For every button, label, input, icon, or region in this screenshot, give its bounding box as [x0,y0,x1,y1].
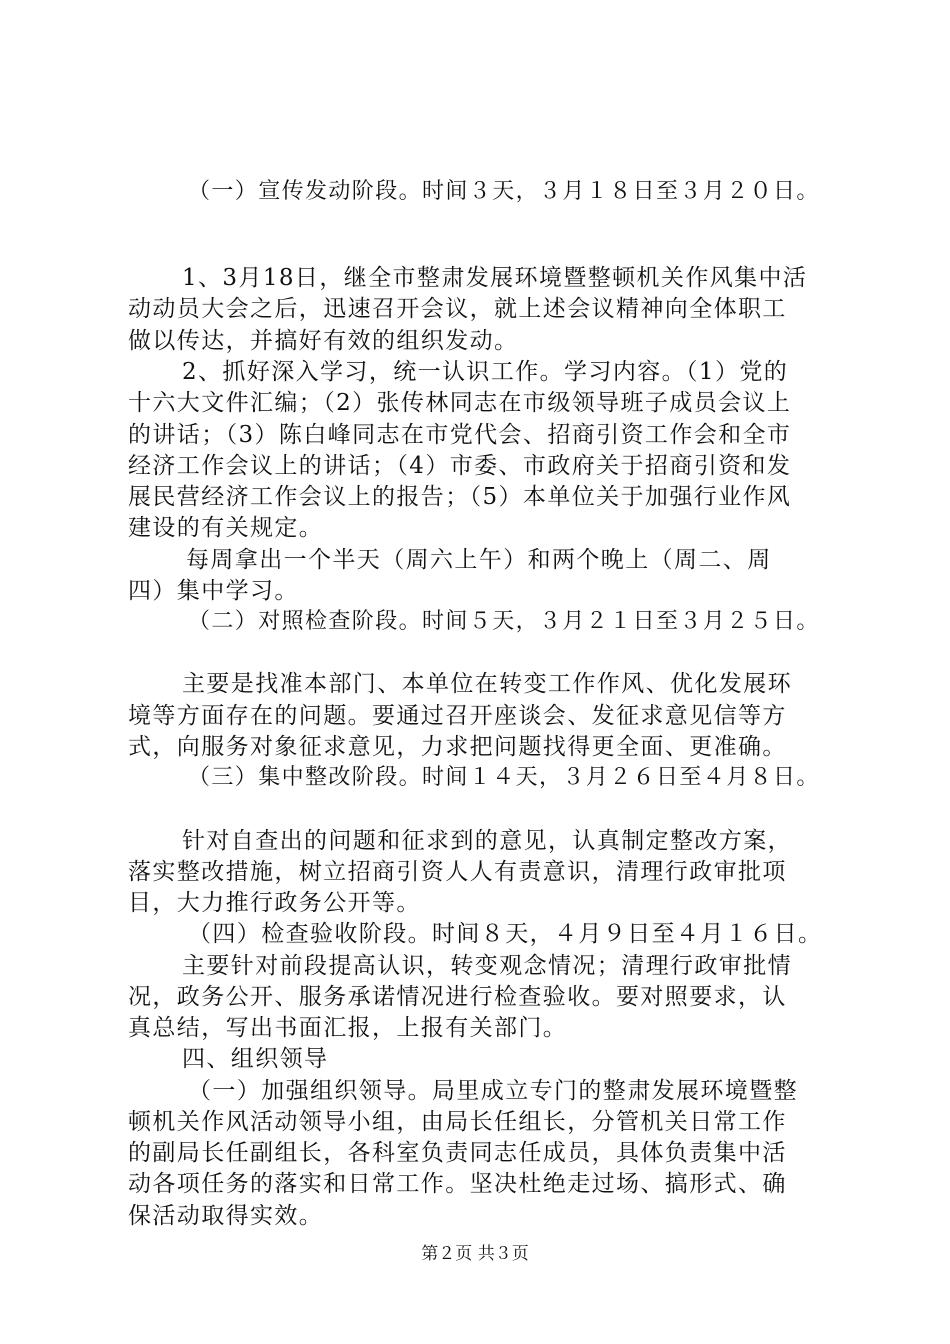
section-heading-leadership: 四、组织领导 [182,1046,329,1072]
paragraph-line: 主要针对前段提高认识，转变观念情况；清理行政审批情 [182,953,792,979]
paragraph-line: 顿机关作风活动领导小组，由局长任组长，分管机关日常工作 [128,1109,787,1135]
paragraph-line: 每周拿出一个半天（周六上午）和两个晚上（周二、周 [186,547,772,573]
section-heading-rectification: （三）集中整改阶段。时间１４天，３月２６日至４月８日。 [188,765,820,790]
section-heading-publicity: （一）宣传发动阶段。时间３天，３月１８日至３月２０日。 [188,179,820,204]
section-heading-acceptance: （四）检查验收阶段。时间８天，４月９日至４月１６日。 [188,921,823,947]
paragraph-line: 目，大力推行政务公开等。 [128,890,421,916]
paragraph-line: 四）集中学习。 [128,578,299,604]
paragraph-line: 动各项任务的落实和日常工作。坚决杜绝走过场、搞形式、确 [128,1171,787,1197]
paragraph-line: 1、3月18日，继全市整肃发展环境暨整顿机关作风集中活 [182,265,808,291]
paragraph-line: 况，政务公开、服务承诺情况进行检查验收。要对照要求，认 [128,984,787,1010]
paragraph-line: 经济工作会议上的讲话；（4）市委、市政府关于招商引资和发 [128,453,792,479]
paragraph-line: 式，向服务对象征求意见，力求把问题找得更全面、更准确。 [128,734,787,760]
paragraph-line: 的副局长任副组长，各科室负责同志任成员，具体负责集中活 [128,1140,787,1166]
paragraph-line: 2、抓好深入学习，统一认识工作。学习内容。（1）党的 [182,359,789,385]
paragraph-line: 建设的有关规定。 [128,515,324,541]
page-number-footer: 第２页 共３页 [421,1244,529,1264]
paragraph-line: 境等方面存在的问题。要通过召开座谈会、发征求意见信等方 [128,703,787,729]
paragraph-line: （一）加强组织领导。局里成立专门的整肃发展环境暨整 [188,1078,798,1104]
paragraph-line: 展民营经济工作会议上的报告；（5）本单位关于加强行业作风 [128,484,792,510]
paragraph-line: 十六大文件汇编；（2）张传林同志在市级领导班子成员会议上 [128,390,792,416]
paragraph-line: 针对自查出的问题和征求到的意见，认真制定整改方案， [182,828,792,854]
paragraph-line: 动动员大会之后，迅速召开会议，就上述会议精神向全体职工 [128,296,787,322]
paragraph-line: 的讲话；（3）陈白峰同志在市党代会、招商引资工作会和全市 [128,422,792,448]
section-heading-inspection: （二）对照检查阶段。时间５天，３月２１日至３月２５日。 [188,609,820,634]
paragraph-line: 主要是找准本部门、本单位在转变工作作风、优化发展环 [182,671,792,697]
paragraph-line: 落实整改措施，树立招商引资人人有责意识，清理行政审批项 [128,859,787,885]
paragraph-line: 保活动取得实效。 [128,1203,324,1229]
paragraph-line: 做以传达，并搞好有效的组织发动。 [128,328,519,354]
paragraph-line: 真总结，写出书面汇报，上报有关部门。 [128,1015,568,1041]
